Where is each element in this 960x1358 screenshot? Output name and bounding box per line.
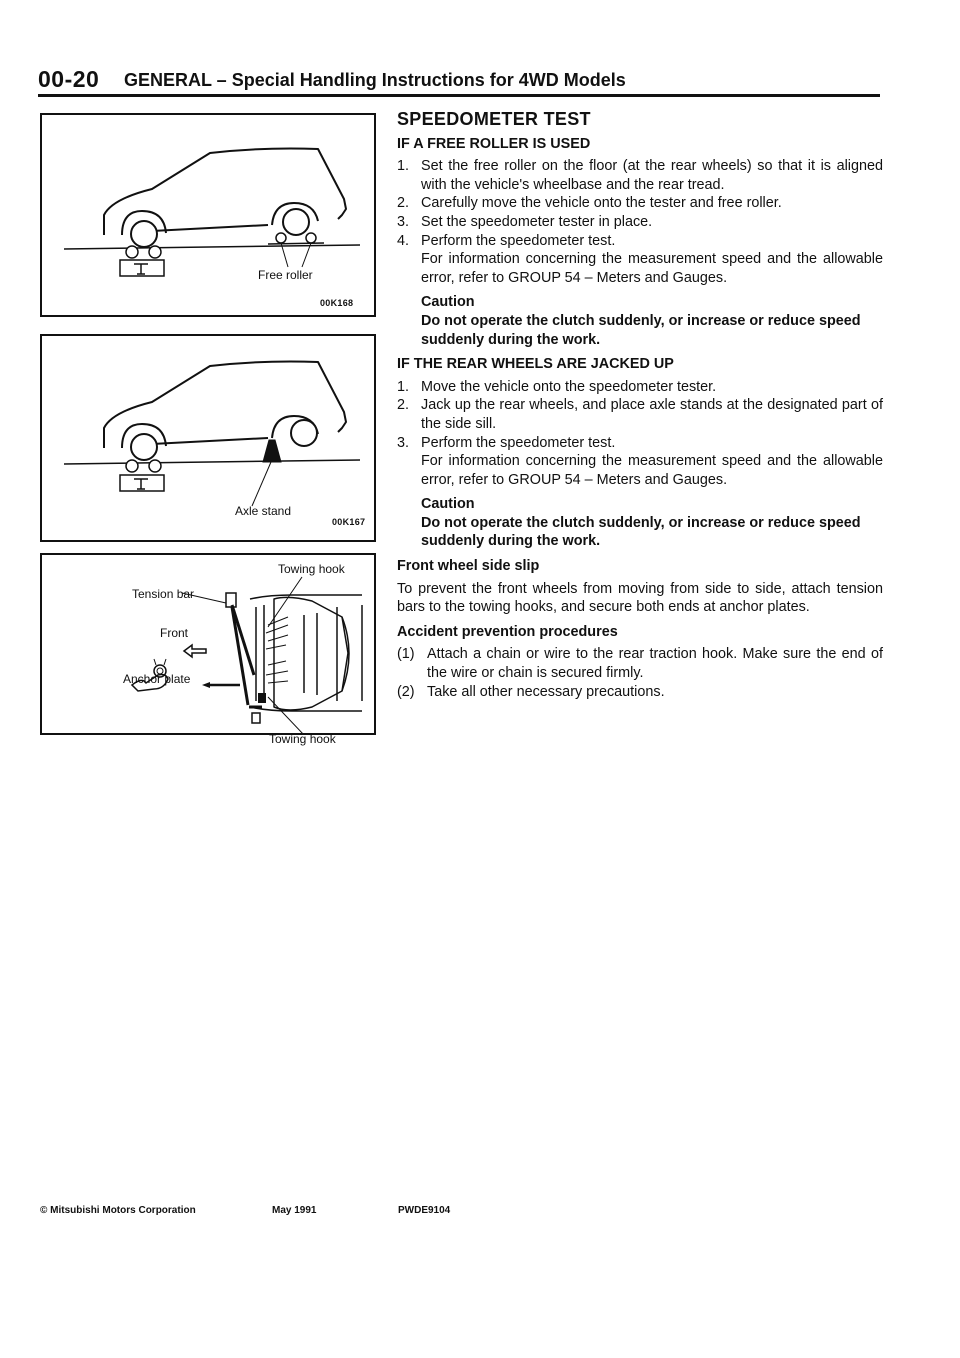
figure-free-roller xyxy=(40,113,376,317)
figure-tension-bar xyxy=(40,553,376,746)
free-roller-label: Free roller xyxy=(258,268,313,282)
accident-items xyxy=(397,645,883,701)
jacked-up-steps xyxy=(397,378,883,452)
list-item: 4. Perform the speedometer test. xyxy=(397,232,616,249)
footer-date: May 1991 xyxy=(272,1205,317,1216)
front-label: Front xyxy=(160,626,189,640)
jacked-up-info: For information concerning the measurement speed and the allowable error, refer to GROUP 54 – Meters and Gauges. xyxy=(421,453,883,488)
jacked-up-heading: IF THE REAR WHEELS ARE JACKED UP xyxy=(397,356,674,373)
list-item: 1. Move the vehicle onto the speedometer tester. xyxy=(397,378,717,395)
free-roller-heading: IF A FREE ROLLER IS USED xyxy=(397,135,591,152)
list-item: 2. Carefully move the vehicle onto the tester and free roller. xyxy=(397,195,782,212)
section-title: GENERAL – Special Handling Instructions for 4WD Models xyxy=(124,70,626,90)
content-column xyxy=(397,110,883,707)
side-slip-heading: Front wheel side slip xyxy=(397,558,540,575)
list-item: (2) Take all other necessary precautions. xyxy=(397,683,665,700)
car-on-axle-stand-illustration xyxy=(42,336,374,540)
accident-heading: Accident prevention procedures xyxy=(397,623,618,640)
caution-text: Do not operate the clutch suddenly, or increase or reduce speed suddenly during the work. xyxy=(421,514,861,550)
content-title: SPEEDOMETER TEST xyxy=(397,109,591,129)
list-item: 3. Set the speedometer tester in place. xyxy=(397,213,653,230)
caution-label: Caution xyxy=(421,496,475,513)
list-item: 3. Perform the speedometer test. xyxy=(397,434,616,451)
axle-stand-label: Axle stand xyxy=(235,504,292,518)
list-item: 1. Set the free roller on the floor (at the rear wheels) so that it is aligned with the vehicle's wheelbase and the rear tread. xyxy=(397,158,883,193)
car-on-free-roller-illustration xyxy=(42,115,374,315)
figure-axle-stand xyxy=(40,334,376,542)
footer-copyright: © Mitsubishi Motors Corporation xyxy=(40,1205,196,1216)
page-number: 00-20 xyxy=(38,66,100,92)
anchor-plate-label: Anchor plate xyxy=(123,672,191,686)
figure-code: 00K168 xyxy=(320,298,354,308)
figure-code: 00K167 xyxy=(332,517,366,527)
footer-doc-code: PWDE9104 xyxy=(398,1205,451,1216)
tension-bar-towing-hook-illustration xyxy=(42,555,374,733)
towing-hook-bottom-label: Towing hook xyxy=(269,732,336,746)
tension-bar-label: Tension bar xyxy=(132,587,195,601)
free-roller-info: For information concerning the measurement speed and the allowable error, refer to GROUP 54 – Meters and Gauges. xyxy=(421,251,883,286)
free-roller-steps xyxy=(397,157,883,250)
page-header xyxy=(38,66,880,97)
list-item: 2. Jack up the rear wheels, and place axle stands at the designated part of the side sill. xyxy=(397,397,883,432)
towing-hook-top-label: Towing hook xyxy=(278,562,345,576)
caution-label: Caution xyxy=(421,294,475,311)
side-slip-text: To prevent the front wheels from moving from side to side, attach tension bars to the towing hooks, and secure both ends at anchor plates. xyxy=(397,580,883,616)
list-item: (1) Attach a chain or wire to the rear traction hook. Make sure the end of the wire or chain is secured firmly. xyxy=(397,646,883,682)
caution-text: Do not operate the clutch suddenly, or increase or reduce speed suddenly during the work. xyxy=(421,312,861,348)
